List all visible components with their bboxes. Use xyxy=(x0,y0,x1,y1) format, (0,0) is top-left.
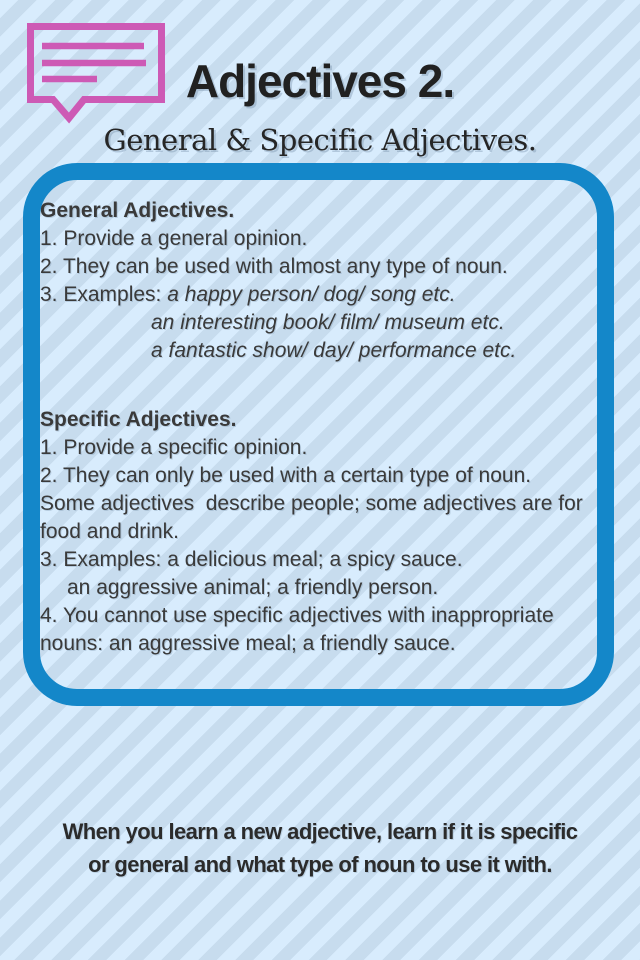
line-text: 1. Provide a general opinion. xyxy=(40,227,308,250)
adjectives-card xyxy=(23,163,614,706)
card-line xyxy=(40,337,597,365)
line-italic-text: a fantastic show/ day/ performance etc. xyxy=(151,339,517,362)
line-italic-text: a happy person/ dog/ song etc. xyxy=(167,283,456,306)
line-text: 4. You cannot use specific adjectives with inappropriate xyxy=(40,604,554,627)
card-line xyxy=(40,546,597,574)
section-heading: Specific Adjectives. xyxy=(40,408,237,431)
card-line xyxy=(40,253,597,281)
card-line xyxy=(40,281,597,309)
line-text: food and drink. xyxy=(40,520,179,543)
card-line xyxy=(40,434,597,462)
page-title: Adjectives 2. xyxy=(185,55,455,107)
card-line xyxy=(40,518,597,546)
section-heading: General Adjectives. xyxy=(40,199,235,222)
footer-takeaway xyxy=(0,815,640,881)
line-text: 3. Examples: a delicious meal; a spicy sauce. xyxy=(40,548,463,571)
footer-line-2: or general and what type of noun to use it with. xyxy=(88,852,552,877)
line-text: nouns: an aggressive meal; a friendly sauce. xyxy=(40,632,456,655)
line-text: an aggressive animal; a friendly person. xyxy=(67,576,439,599)
card-line xyxy=(40,602,597,630)
line-text: 1. Provide a specific opinion. xyxy=(40,436,308,459)
line-italic-text: an interesting book/ film/ museum etc. xyxy=(151,311,505,334)
line-text: Some adjectives describe people; some adjectives are for xyxy=(40,492,583,515)
footer-line-1: When you learn a new adjective, learn if it is specific xyxy=(62,819,578,844)
specific-adjectives-section xyxy=(40,406,597,658)
card-line xyxy=(40,225,597,253)
card-line xyxy=(40,630,597,658)
line-text: 3. Examples: xyxy=(40,283,168,306)
card-line xyxy=(40,574,597,602)
card-line xyxy=(40,490,597,518)
card-line xyxy=(40,462,597,490)
general-adjectives-section xyxy=(40,197,597,365)
page-subtitle: General & Specific Adjectives. xyxy=(103,123,537,157)
line-text: 2. They can only be used with a certain type of noun. xyxy=(40,464,532,487)
line-text: 2. They can be used with almost any type of noun. xyxy=(40,255,508,278)
card-line xyxy=(40,309,597,337)
